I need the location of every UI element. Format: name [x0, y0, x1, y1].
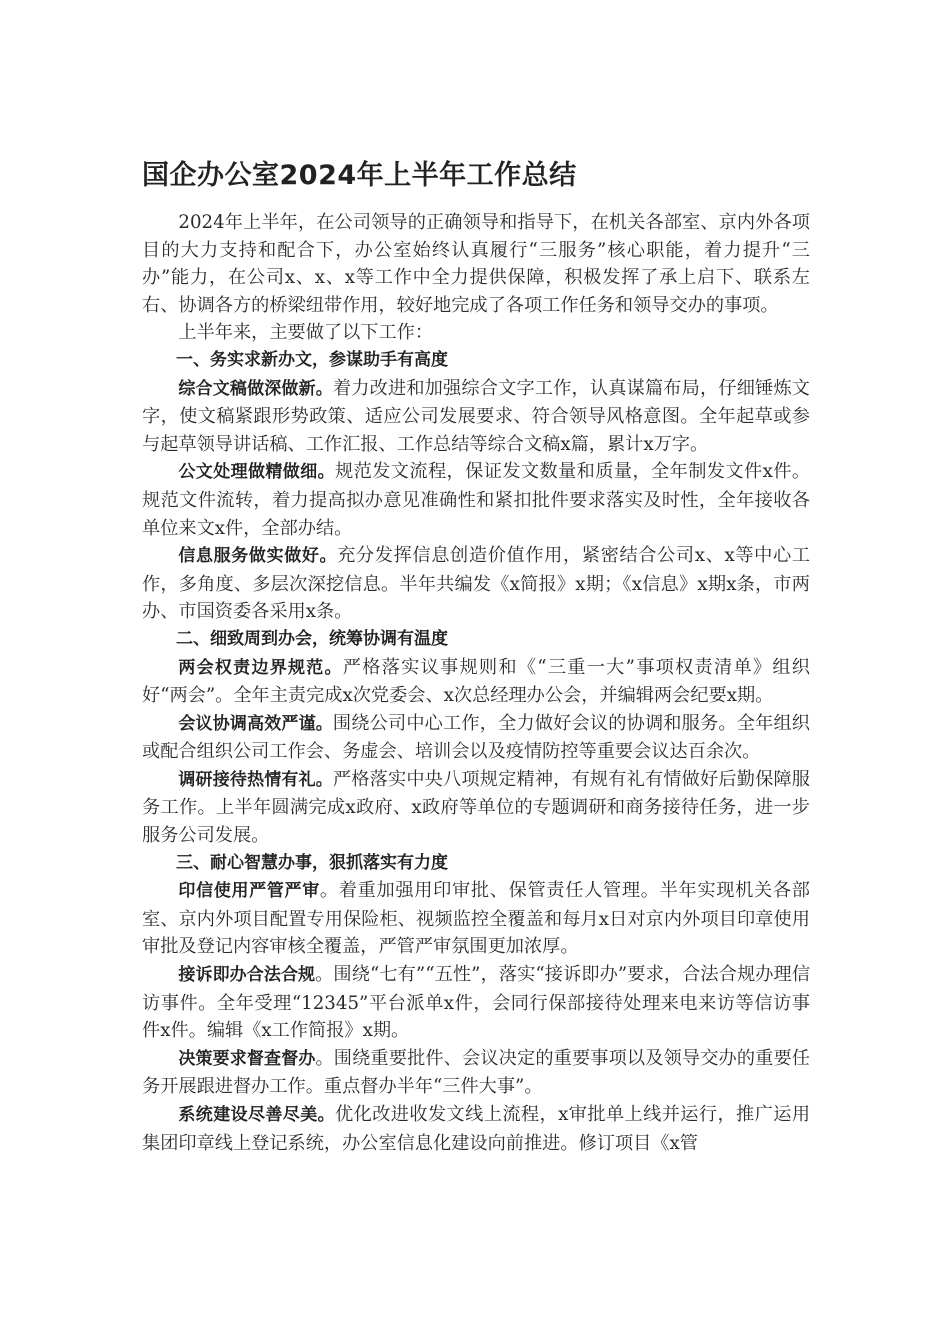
paragraph-supervision: [142, 1045, 810, 1101]
section-heading-2: 二、细致周到办会，统筹协调有温度: [176, 628, 448, 649]
section-heading-3: 三、耐心智慧办事，狠抓落实有力度: [176, 852, 448, 873]
section-heading-1: 一、务实求新办文，参谋助手有高度: [176, 349, 448, 370]
paragraph-lead: 接诉即办合法合规: [178, 965, 316, 986]
paragraph-text: 充分发挥信息创造价值作用，紧密结合公司x、x等中心工作，多角度、多层次深挖信息。半年共编发《x简报》x期；《x信息》x期x条，市两办、市国资委各采用x条。: [142, 545, 811, 623]
paragraph-lead: 信息服务做实做好。: [178, 546, 338, 567]
paragraph-two-meetings: [142, 654, 810, 710]
paragraph-comprehensive-drafts: [142, 375, 810, 459]
paragraph-lead: 决策要求督查督办: [178, 1048, 316, 1069]
summary-paragraph: 上半年来，主要做了以下工作：: [178, 322, 434, 344]
paragraph-text: 。围绕“七有”“五性”，落实“接诉即办”要求，合法合规办理信访事件。全年受理“12345”平台派单x件，会同行保部接待处理来电来访等信访事件x件。编辑《x工作简报》x期。: [142, 964, 811, 1042]
paragraph-reception: [142, 766, 810, 850]
paragraph-lead: 两会权责边界规范。: [178, 657, 343, 678]
paragraph-seal-management: [142, 877, 810, 961]
paragraph-document-handling: [142, 458, 810, 542]
document-body: [142, 209, 810, 1157]
paragraph-complaints: [142, 961, 810, 1045]
paragraph-lead: 公文处理做精做细。: [178, 462, 336, 483]
paragraph-lead: 调研接待热情有礼。: [178, 769, 333, 790]
paragraph-text: 规范发文流程，保证发文数量和质量，全年制发文件x件。规范文件流转，着力提高拟办意见准确性和紧扣批件要求落实及时性，全年接收各单位来文x件，全部办结。: [142, 461, 811, 539]
paragraph-system-building: [142, 1101, 810, 1157]
paragraph-text: 优化改进收发文线上流程，x审批单上线并运行，推广运用集团印章线上登记系统，办公室信息化建设向前推进。修订项目《x管: [142, 1104, 811, 1154]
intro-paragraph: 2024年上半年，在公司领导的正确领导和指导下，在机关各部室、京内外各项目的大力支持和配合下，办公室始终认真履行“三服务”核心职能，着力提升“三办”能力，在公司x、x、x等工作中全力提供保障，积极发挥了承上启下、联系左右、协调各方的桥梁纽带作用，较好地完成了各项工作任务和领导交办的事项。: [142, 212, 810, 316]
paragraph-information-service: [142, 542, 810, 626]
paragraph-text: 严格落实中央八项规定精神，有规有礼有情做好后勤保障服务工作。上半年圆满完成x政府、x政府等单位的专题调研和商务接待任务，进一步服务公司发展。: [142, 768, 810, 847]
paragraph-text: 严格落实议事规则和《“三重一大”事项权责清单》组织好“两会”。全年主责完成x次党委会、x次总经理办公会，并编辑两会纪要x期。: [142, 656, 810, 707]
paragraph-lead: 系统建设尽善尽美。: [178, 1105, 336, 1125]
page-title: 国企办公室2024年上半年工作总结: [142, 160, 577, 191]
paragraph-text: 。围绕重要批件、会议决定的重要事项以及领导交办的重要任务开展跟进督办工作。重点督办半年“三件大事”。: [142, 1047, 810, 1098]
paragraph-text: 着力改进和加强综合文字工作，认真谋篇布局，仔细锤炼文字，使文稿紧跟形势政策、适应公司发展要求、符合领导风格意图。全年起草或参与起草领导讲话稿、工作汇报、工作总结等综合文稿x篇，累计x万字。: [142, 377, 810, 455]
paragraph-lead: 会议协调高效严谨。: [178, 713, 333, 734]
paragraph-lead: 综合文稿做深做新。: [178, 378, 333, 399]
paragraph-meeting-coordination: [142, 710, 810, 766]
paragraph-text: 围绕公司中心工作，全力做好会议的协调和服务。全年组织或配合组织公司工作会、务虚会、培训会以及疫情防控等重要会议达百余次。: [142, 712, 810, 763]
paragraph-text: 。着重加强用印审批、保管责任人管理。半年实现机关各部室、京内外项目配置专用保险柜、视频监控全覆盖和每月x日对京内外项目印章使用审批及登记内容审核全覆盖，严管严审氛围更加浓厚。: [142, 880, 810, 958]
paragraph-lead: 印信使用严管严审: [178, 881, 320, 902]
